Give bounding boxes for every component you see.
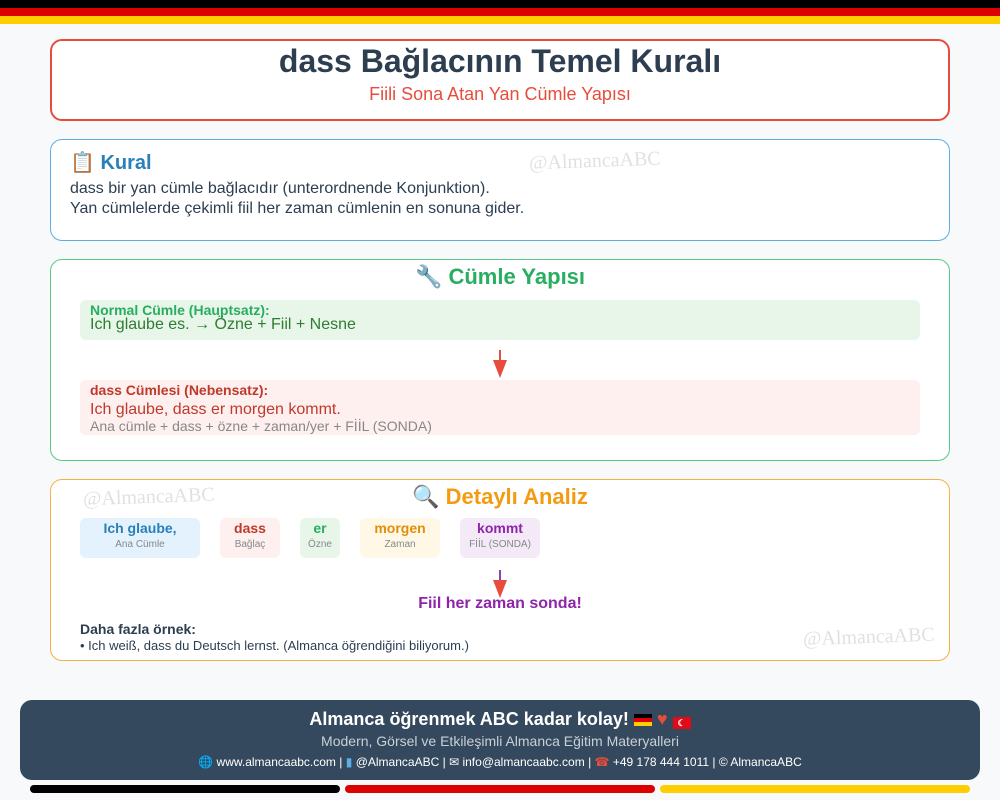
separator: | (712, 755, 716, 769)
rule-card (50, 139, 950, 241)
normal-sentence-box (80, 300, 920, 340)
normal-label: Normal Cümle (Hauptsatz): (90, 302, 270, 318)
copyright: © AlmancaABC (718, 755, 802, 769)
chip-time (360, 518, 440, 558)
bottom-stripe-red (345, 785, 655, 793)
chip-word: kommt (477, 520, 523, 536)
structure-title: Cümle Yapısı (448, 264, 586, 289)
clipboard-icon: 📋 (70, 152, 95, 174)
email-link[interactable]: info@almancaabc.com (462, 755, 585, 769)
german-flag-icon (634, 714, 652, 726)
chip-label: Ana Cümle (115, 539, 165, 550)
down-arrow-icon (493, 360, 507, 378)
phone-number[interactable]: +49 178 444 1011 (612, 755, 710, 769)
wrench-icon: 🔧 (414, 264, 443, 289)
chip-label: Özne (308, 539, 332, 550)
magnifier-icon: 🔍 (412, 484, 440, 509)
bottom-stripe-gold (660, 785, 970, 793)
bottom-stripe-black (30, 785, 340, 793)
example-item: • Ich weiß, dass du Deutsch lernst. (Almanca öğrendiğini biliyorum.) (80, 638, 469, 653)
social-link[interactable]: @AlmancaABC (355, 755, 440, 769)
analysis-card (50, 479, 950, 661)
rule-line-2: Yan cümlelerde çekimli fiil her zaman cümlenin en sonuna gider. (70, 200, 525, 217)
dass-sentence-box (80, 380, 920, 435)
dass-sentence: Ich glaube, dass er morgen kommt. (90, 401, 341, 418)
chip-label: Zaman (384, 539, 416, 550)
flag-stripe-black (0, 0, 1000, 8)
header-card (50, 39, 950, 121)
chip-label: Bağlaç (234, 539, 266, 550)
normal-pattern: Özne + Fiil + Nesne (214, 316, 356, 333)
heart-icon: ♥ (656, 709, 668, 729)
footer (20, 700, 980, 780)
chip-label: FİİL (SONDA) (469, 539, 531, 550)
phone-icon: ▮ (345, 755, 353, 769)
chip-verb (460, 518, 540, 558)
analysis-title: Detaylı Analiz (445, 484, 588, 509)
chip-word: er (313, 520, 327, 536)
website-link[interactable]: www.almancaabc.com (216, 755, 336, 769)
watermark: @AlmancaABC (802, 623, 936, 651)
structure-card (50, 259, 950, 461)
page-title: dass Bağlacının Temel Kuralı (278, 43, 722, 79)
watermark: @AlmancaABC (528, 147, 662, 175)
separator: | (442, 755, 446, 769)
page-subtitle: Fiili Sona Atan Yan Cümle Yapısı (369, 84, 631, 104)
flag-stripe-gold (0, 16, 1000, 24)
chip-word: morgen (374, 520, 426, 536)
telephone-icon: ☎ (594, 755, 610, 769)
chip-word: Ich glaube, (103, 520, 177, 536)
right-arrow-icon: → (194, 316, 211, 333)
separator: | (339, 755, 343, 769)
flag-stripe-red (0, 8, 1000, 16)
footer-subtitle: Modern, Görsel ve Etkileşimli Almanca Eğitim Materyalleri (321, 733, 679, 749)
more-examples-title: Daha fazla örnek: (80, 621, 196, 637)
normal-sentence: Ich glaube es. (90, 316, 190, 333)
chip-conjunction (220, 518, 280, 558)
chip-subject (300, 518, 340, 558)
chip-main-clause (80, 518, 200, 558)
rule-line-1: dass bir yan cümle bağlacıdır (unterordnende Konjunktion). (70, 180, 490, 197)
turkish-flag-icon: ☾ (673, 717, 691, 729)
watermark: @AlmancaABC (82, 483, 216, 511)
chip-word: dass (234, 520, 266, 536)
footer-title: Almanca öğrenmek ABC kadar kolay! (309, 709, 629, 729)
rule-title: Kural (100, 152, 152, 174)
globe-icon: 🌐 (198, 755, 214, 769)
dass-label: dass Cümlesi (Nebensatz): (90, 382, 269, 398)
mail-icon: ✉ (449, 755, 460, 769)
verb-note: Fiil her zaman sonda! (418, 595, 582, 612)
dass-pattern: Ana cümle + dass + özne + zaman/yer + FİİL (SONDA) (90, 418, 432, 434)
separator: | (588, 755, 592, 769)
